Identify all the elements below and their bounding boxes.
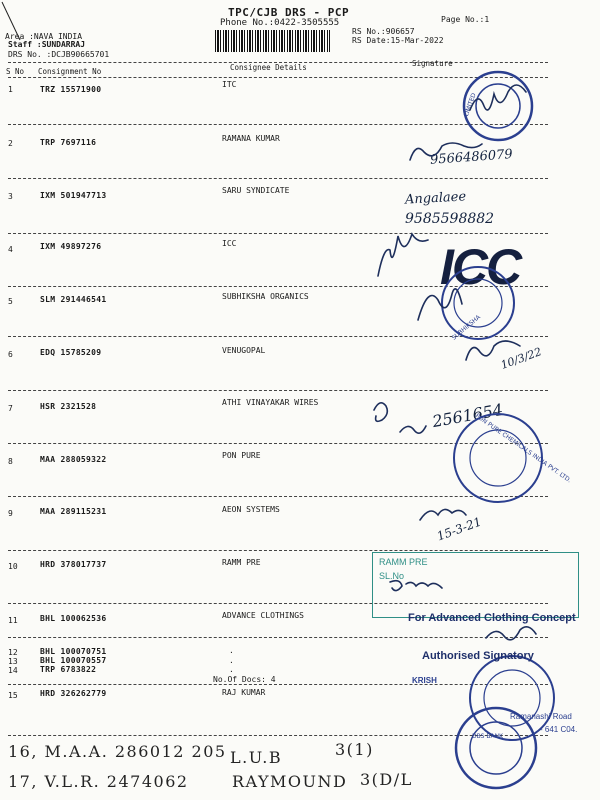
authorised-signatory-text: Authorised Signatory — [422, 650, 534, 662]
table-row-consignment: TRP 6783822 — [40, 665, 97, 674]
handwritten-date: 10/3/22 — [499, 345, 544, 372]
staff-label: Staff :SUNDARRAJ — [8, 40, 86, 49]
margin-mark — [2, 2, 20, 40]
round-stamp — [463, 72, 532, 140]
table-row-sno: 8 — [8, 457, 13, 466]
table-row-consignee: RAMANA KUMAR — [222, 134, 280, 143]
handwritten-note: 17, V.L.R. 2474062 — [8, 772, 189, 791]
company-stamp-text: For Advanced Clothing Concept — [408, 612, 576, 624]
handwritten-note: 16, M.A.A. 286012 205 — [8, 742, 227, 761]
green-stamp-box — [372, 552, 579, 618]
handwritten-number: 2561654 — [430, 399, 505, 432]
table-row-consignee: ATHI VINAYAKAR WIRES — [222, 398, 319, 407]
signature-stroke — [378, 234, 428, 276]
stamp-text: LIMITED — [462, 92, 478, 118]
signature-stroke — [486, 627, 536, 640]
column-signature: Signature — [412, 59, 453, 68]
table-row-sno: 11 — [8, 616, 18, 625]
bullet-dot: . — [229, 656, 234, 665]
table-row-consignment: HSR 2321528 — [40, 402, 97, 411]
column-consignee: Consignee Details — [230, 63, 307, 72]
round-stamp — [454, 412, 572, 502]
drs-number: DRS No. :DCJB90665701 — [8, 50, 110, 59]
table-row-consignment: HRD 326262779 — [40, 689, 107, 698]
column-consignment: Consignment No — [38, 67, 102, 76]
table-row-consignment: IXM 501947713 — [40, 191, 107, 200]
column-sno: S No — [6, 67, 25, 76]
table-row-consignment: EDQ 15785209 — [40, 348, 102, 357]
table-row-consignment: TRP 7697116 — [40, 138, 97, 147]
table-row-sno: 4 — [8, 245, 13, 254]
bullet-dot: . — [229, 665, 234, 674]
table-row-sno: 12 — [8, 648, 18, 657]
bullet-dot: . — [229, 646, 234, 655]
icc-logo: ICC — [440, 239, 521, 295]
table-row-consignee: SARU SYNDICATE — [222, 186, 290, 195]
handwritten-phone: 9585598882 — [405, 211, 495, 227]
stamp-text: SL.No — [379, 571, 405, 581]
table-row-sno: 2 — [8, 139, 13, 148]
table-row-sno: 5 — [8, 297, 13, 306]
stamp-text: KRISH — [412, 676, 437, 685]
table-row-consignee: VENUGOPAL — [222, 346, 266, 355]
table-row-consignee: RAJ KUMAR — [222, 688, 266, 697]
doc-count: No.Of Docs: 4 — [213, 675, 276, 684]
handwritten-signature: Angalaee — [404, 189, 467, 208]
rs-date: RS Date:15-Mar-2022 — [352, 36, 444, 45]
stamp-text: PON PURE CHEMICALS INDIA PVT. LTD. — [473, 412, 573, 485]
table-row-consignee: AEON SYSTEMS — [222, 505, 280, 514]
table-row-consignee: ADVANCE CLOTHINGS — [222, 611, 304, 620]
table-row-consignee: ICC — [222, 239, 237, 248]
stamp-text: DBS BANK — [472, 733, 503, 740]
signature-stroke — [374, 403, 387, 422]
handwritten-date: 15-3-21 — [435, 514, 484, 544]
table-row-consignment: SLM 291446541 — [40, 295, 107, 304]
handwritten-phone: 9566486079 — [429, 147, 514, 168]
table-row-consignment: HRD 378017737 — [40, 560, 107, 569]
stamp-text: RAMM PRE — [379, 557, 428, 567]
table-row-sno: 6 — [8, 350, 13, 359]
rs-number: RS No.:906657 — [352, 27, 415, 36]
handwritten-note: 3(D/L — [360, 770, 413, 789]
table-row-consignment: MAA 289115231 — [40, 507, 107, 516]
stamp-text: SUBHIKSHA — [450, 313, 482, 342]
phone-number: Phone No.:0422-3505555 — [220, 18, 340, 28]
table-row-consignment: TRZ 15571900 — [40, 85, 102, 94]
table-row-sno: 13 — [8, 657, 18, 666]
page-number: Page No.:1 — [441, 15, 490, 24]
table-row-sno: 14 — [8, 666, 18, 675]
table-row-consignment: BHL 100070557 — [40, 656, 107, 665]
table-row-consignee: PON PURE — [222, 451, 261, 460]
table-row-sno: 3 — [8, 192, 13, 201]
table-row-consignee: SUBHIKSHA ORGANICS — [222, 292, 309, 301]
table-row-sno: 15 — [8, 691, 18, 700]
table-row-consignment: IXM 49897276 — [40, 242, 102, 251]
table-row-sno: 7 — [8, 404, 13, 413]
stamp-text: - 641 C04. — [540, 725, 578, 734]
signature-stroke — [466, 341, 520, 360]
stamp-text: Ramanashi Road — [510, 712, 572, 721]
signature-stroke — [420, 509, 466, 520]
table-row-consignment: BHL 100062536 — [40, 614, 107, 623]
handwritten-note: 3(1) — [335, 740, 374, 759]
table-row-consignment: BHL 100070751 — [40, 647, 107, 656]
table-row-consignment: MAA 288059322 — [40, 455, 107, 464]
signature-stroke — [400, 426, 426, 433]
handwritten-note: RAYMOUND — [232, 772, 348, 791]
table-row-consignee: RAMM PRE — [222, 558, 261, 567]
signature-stroke — [410, 143, 482, 160]
table-row-sno: 10 — [8, 562, 18, 571]
table-row-consignee: ITC — [222, 80, 237, 89]
document-title: TPC/CJB DRS - PCP — [228, 6, 350, 19]
table-row-sno: 1 — [8, 85, 13, 94]
handwritten-note: L.U.B — [230, 748, 283, 767]
table-row-sno: 9 — [8, 509, 13, 518]
area-label: Area :NAVA INDIA — [5, 32, 83, 41]
